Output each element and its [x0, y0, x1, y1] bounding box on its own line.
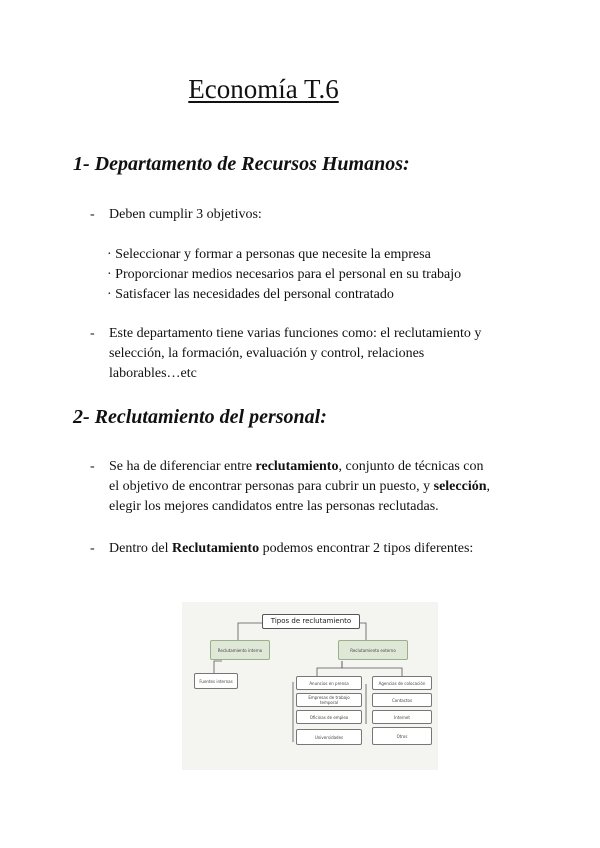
functions-line: laborables…etc	[109, 366, 197, 381]
text-run: , conjunto de técnicas con	[338, 459, 484, 474]
bullet-dash: -	[90, 541, 95, 556]
reclutamiento-definition-line	[109, 457, 549, 477]
objectives-intro: Deben cumplir 3 objetivos:	[109, 207, 262, 222]
diagram-leaf: Anuncios en prensa	[296, 676, 362, 690]
bullet-dash: -	[90, 459, 95, 474]
objective-item: · Seleccionar y formar a personas que necesite la empresa	[107, 247, 431, 262]
bullet-dash: -	[90, 326, 95, 341]
diagram-root-node: Tipos de reclutamiento	[262, 614, 360, 629]
reclutamiento-definition-line: elegir los mejores candidatos entre las personas reclutadas.	[109, 499, 439, 514]
text-run: Dentro del	[109, 541, 172, 556]
diagram-leaf: Empresas de trabajo temporal	[296, 693, 362, 707]
diagram-node-internal-sources: Fuentes internas	[194, 673, 238, 689]
functions-line: selección, la formación, evaluación y control, relaciones	[109, 346, 425, 361]
text-run: el objetivo de encontrar personas para cubrir un puesto, y	[109, 479, 434, 494]
section-heading-rrhh: 1- Departamento de Recursos Humanos:	[73, 153, 410, 175]
text-run: ,	[486, 479, 490, 494]
term-reclutamiento: Reclutamiento	[171, 541, 260, 556]
section-heading-reclutamiento: 2- Reclutamiento del personal:	[73, 406, 327, 428]
diagram-leaf: Otros	[372, 727, 432, 745]
diagram-node-external: Reclutamiento externo	[338, 640, 408, 660]
diagram-leaf: Agencias de colocación	[372, 676, 432, 690]
diagram-leaf: Internet	[372, 710, 432, 724]
diagram-leaf: Contactos	[372, 693, 432, 707]
text-run: podemos encontrar 2 tipos diferentes:	[259, 541, 474, 556]
objective-item: · Proporcionar medios necesarios para el personal en su trabajo	[107, 267, 462, 282]
functions-line: Este departamento tiene varias funciones como: el reclutamiento y	[109, 326, 482, 341]
diagram-leaf: Oficinas de empleo	[296, 710, 362, 724]
text-run: Se ha de diferenciar entre	[109, 459, 256, 474]
recruitment-types-diagram	[182, 602, 438, 770]
diagram-node-internal: Reclutamiento interno	[210, 640, 270, 660]
reclutamiento-definition-line	[109, 477, 549, 497]
diagram-leaf: Universidades	[296, 729, 362, 745]
tipos-intro	[109, 539, 549, 559]
document-title: Economía T.6	[188, 74, 339, 104]
term-reclutamiento: reclutamiento	[255, 459, 339, 474]
term-seleccion: selección	[433, 479, 487, 494]
objective-item: · Satisfacer las necesidades del personal contratado	[107, 287, 394, 302]
bullet-dash: -	[90, 207, 95, 222]
